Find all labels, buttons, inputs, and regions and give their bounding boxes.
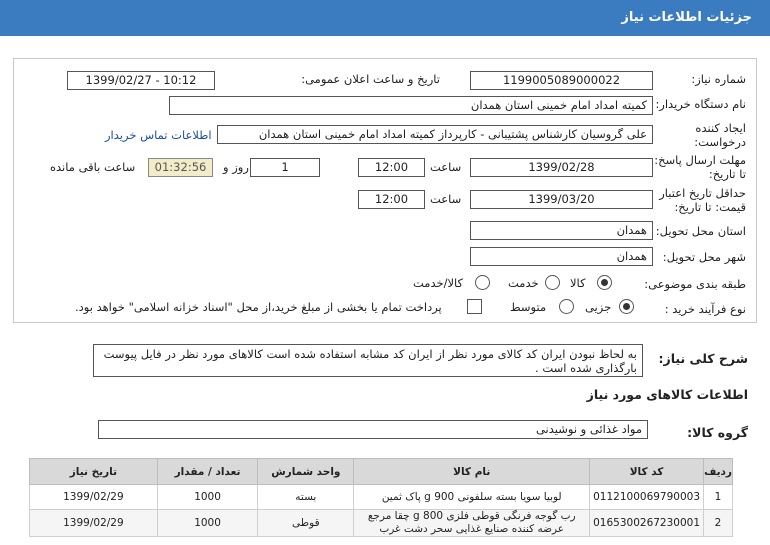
process-option-medium: متوسط — [510, 300, 547, 314]
goods-group-label: گروه کالا: — [687, 425, 748, 440]
cell-code: 0165300267230001 — [590, 510, 704, 537]
buyer-contact-link[interactable]: اطلاعات تماس خریدار — [105, 128, 212, 142]
province-field: همدان — [470, 221, 653, 240]
cell-row: 2 — [704, 510, 733, 537]
cell-date: 1399/02/29 — [30, 485, 158, 510]
description-field: به لحاظ نبودن ایران کد کالای مورد نظر از ایران کد مشابه استفاده شده است کالاهای مورد نظر در فایل پیوست بارگذاری شده است . — [93, 344, 643, 377]
cell-name: لوبیا سویا بسته سلفونی 900 g پاک ثمین — [354, 485, 590, 510]
category-option-goods-service: کالا/خدمت — [413, 276, 464, 290]
col-header-unit: واحد شمارش — [258, 459, 354, 485]
goods-group-field: مواد غذائی و نوشیدنی — [98, 420, 648, 439]
process-option-minor: جزیی — [585, 300, 612, 314]
cell-quantity: 1000 — [157, 510, 258, 537]
col-header-name: نام کالا — [354, 459, 590, 485]
cell-unit: بسته — [258, 485, 354, 510]
process-radio-minor[interactable] — [619, 299, 634, 314]
col-header-date: تاریخ نیاز — [30, 459, 158, 485]
category-label: طبقه بندی موضوعی: — [644, 277, 746, 291]
creator-label-line2: درخواست: — [694, 135, 746, 149]
days-remaining-field: 1 — [250, 158, 320, 177]
announce-datetime-label: تاریخ و ساعت اعلان عمومی: — [301, 72, 440, 86]
announce-datetime-field: 1399/02/27 - 10:12 — [67, 71, 215, 90]
category-option-service: خدمت — [508, 276, 539, 290]
page-title: جزئیات اطلاعات نیاز — [621, 10, 752, 25]
goods-table-header — [30, 459, 733, 485]
treasury-payment-checkbox[interactable] — [467, 299, 482, 314]
category-radio-service[interactable] — [545, 275, 560, 290]
validity-time-label: ساعت — [430, 192, 462, 206]
cell-unit: قوطی — [258, 510, 354, 537]
goods-table — [29, 458, 733, 537]
category-radio-goods[interactable] — [597, 275, 612, 290]
send-time-field: 12:00 — [358, 158, 425, 177]
category-option-goods: کالا — [570, 276, 586, 290]
process-radio-medium[interactable] — [559, 299, 574, 314]
description-label: شرح کلی نیاز: — [658, 351, 748, 366]
col-header-quantity: تعداد / مقدار — [157, 459, 258, 485]
days-label: روز و — [223, 160, 249, 174]
remaining-time-field: 01:32:56 — [148, 158, 213, 177]
city-label: شهر محل تحویل: — [662, 250, 746, 264]
validity-time-field: 12:00 — [358, 190, 425, 209]
treasury-payment-note: پرداخت تمام یا بخشی از مبلغ خرید،از محل "اسناد خزانه اسلامی" خواهد بود. — [75, 300, 442, 314]
validity-label-line1: حداقل تاریخ اعتبار — [659, 186, 746, 200]
page-header — [0, 0, 770, 36]
cell-date: 1399/02/29 — [30, 510, 158, 537]
cell-quantity: 1000 — [157, 485, 258, 510]
creator-field: علی گروسیان کارشناس پشتیبانی - کارپرداز کمیته امداد امام خمینی استان همدان — [217, 125, 653, 144]
category-radio-goods-service[interactable] — [475, 275, 490, 290]
need-number-label: شماره نیاز: — [691, 72, 746, 86]
need-number-field: 1199005089000022 — [470, 71, 653, 90]
process-type-label: نوع فرآیند خرید : — [664, 302, 746, 316]
city-field: همدان — [470, 247, 653, 266]
send-time-label: ساعت — [430, 160, 462, 174]
validity-date-field: 1399/03/20 — [470, 190, 653, 209]
col-header-row: ردیف — [704, 459, 733, 485]
cell-name: رب گوجه فرنگی قوطی فلزی 800 g چقا مرجع عرضه کننده صنایع غذایی سحر دشت غرب — [354, 510, 590, 537]
remaining-time-label: ساعت باقی مانده — [50, 160, 136, 174]
buyer-field: کمیته امداد امام خمینی استان همدان — [169, 96, 653, 115]
col-header-code: کد کالا — [590, 459, 704, 485]
creator-label-line1: ایجاد کننده — [695, 121, 746, 135]
buyer-label: نام دستگاه خریدار: — [655, 97, 746, 111]
province-label: استان محل تحویل: — [655, 224, 746, 238]
cell-row: 1 — [704, 485, 733, 510]
validity-label-line2: قیمت: تا تاریخ: — [674, 200, 746, 214]
goods-section-title: اطلاعات کالاهای مورد نیاز — [586, 387, 748, 402]
table-row — [30, 485, 733, 510]
send-date-field: 1399/02/28 — [470, 158, 653, 177]
send-deadline-label-line2: تا تاریخ: — [708, 167, 746, 181]
table-row — [30, 510, 733, 537]
cell-code: 0112100069790003 — [590, 485, 704, 510]
send-deadline-label-line1: مهلت ارسال پاسخ: — [654, 153, 746, 167]
